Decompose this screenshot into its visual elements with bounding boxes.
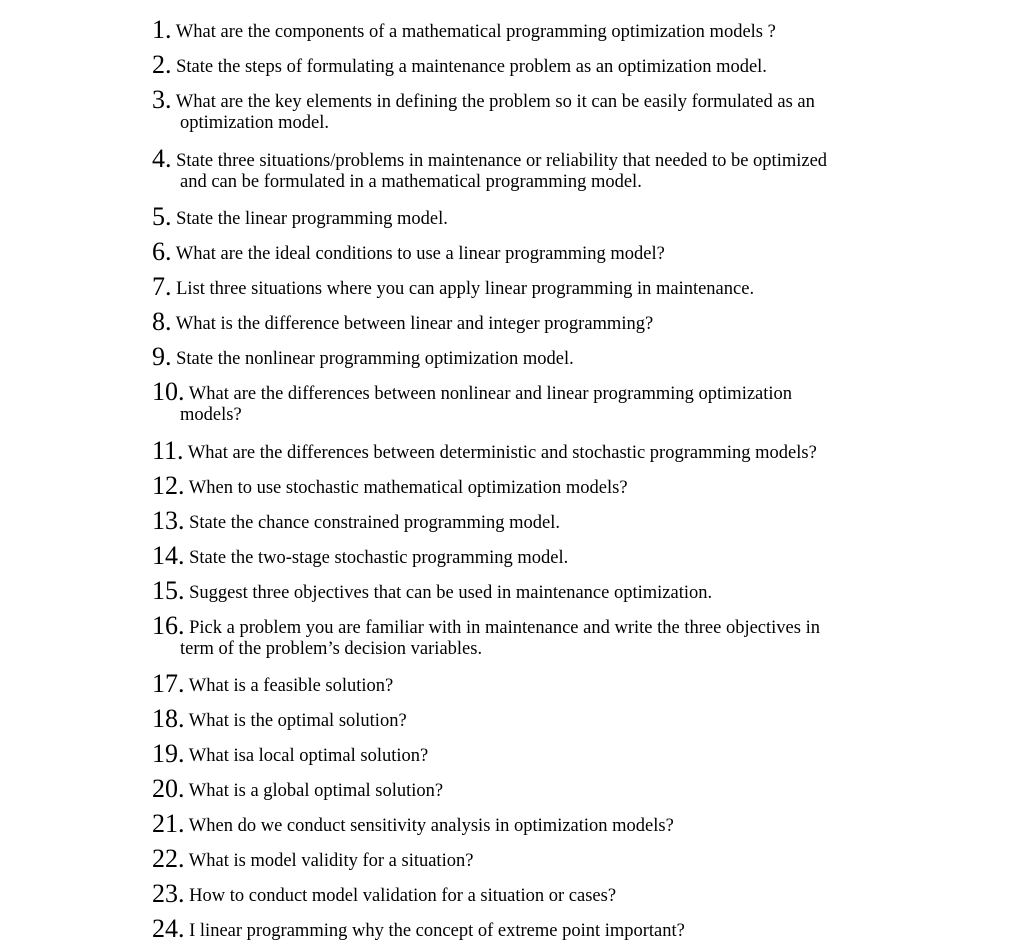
- question-number: 11.: [152, 436, 184, 465]
- question-text: What is the difference between linear and integer programming?: [175, 314, 654, 334]
- question-number: 15.: [152, 576, 185, 605]
- question-text: State the two-stage stochastic programming model.: [189, 548, 569, 568]
- question-item: [152, 471, 892, 500]
- question-text-continued: optimization model.: [180, 113, 330, 133]
- question-text-continued: term of the problem’s decision variables.: [180, 639, 483, 659]
- question-text: State three situations/problems in maintenance or reliability that needed to be optimized: [176, 151, 828, 171]
- question-item: [152, 436, 892, 465]
- question-number: 10.: [152, 377, 185, 406]
- question-text: When to use stochastic mathematical optimization models?: [188, 478, 628, 498]
- question-item: [152, 739, 892, 768]
- question-item: [152, 914, 892, 943]
- question-number: 12.: [152, 471, 185, 500]
- question-item: [152, 576, 892, 605]
- question-item: [152, 202, 892, 231]
- question-number: 20.: [152, 774, 185, 803]
- question-item: [152, 844, 892, 873]
- question-item: [152, 704, 892, 733]
- question-text-continued: models?: [180, 405, 242, 425]
- question-item: [152, 541, 892, 570]
- question-text: What is a global optimal solution?: [188, 781, 444, 801]
- question-number: 21.: [152, 809, 185, 838]
- question-number: 13.: [152, 506, 185, 535]
- question-text: I linear programming why the concept of extreme point important?: [189, 921, 685, 941]
- question-number: 22.: [152, 844, 185, 873]
- question-number: 23.: [152, 879, 185, 908]
- question-item: [152, 50, 892, 79]
- question-number: 3.: [152, 85, 172, 114]
- question-text: How to conduct model validation for a situation or cases?: [189, 886, 617, 906]
- question-number: 5.: [152, 202, 172, 231]
- question-text: Suggest three objectives that can be used in maintenance optimization.: [189, 583, 713, 603]
- question-item: [152, 307, 892, 336]
- question-item: [152, 612, 892, 662]
- question-text: Pick a problem you are familiar with in maintenance and write the three objectives in: [189, 618, 820, 638]
- question-number: 24.: [152, 914, 185, 943]
- question-number: 2.: [152, 50, 172, 79]
- question-text: What are the key elements in defining the problem so it can be easily formulated as an: [175, 92, 815, 112]
- question-item: [152, 669, 892, 698]
- question-number: 16.: [152, 611, 185, 640]
- question-text: What is model validity for a situation?: [188, 851, 474, 871]
- question-text-continued: and can be formulated in a mathematical programming model.: [180, 172, 642, 192]
- question-text: What are the components of a mathematical programming optimization models ?: [175, 22, 776, 42]
- question-number: 7.: [152, 272, 172, 301]
- question-text: State the linear programming model.: [176, 209, 448, 229]
- question-text: What are the ideal conditions to use a linear programming model?: [175, 244, 665, 264]
- question-item: [152, 86, 892, 136]
- question-text: List three situations where you can apply linear programming in maintenance.: [176, 279, 755, 299]
- question-number: 4.: [152, 144, 172, 173]
- question-item: [152, 378, 892, 428]
- question-number: 18.: [152, 704, 185, 733]
- question-number: 14.: [152, 541, 185, 570]
- question-text: When do we conduct sensitivity analysis in optimization models?: [188, 816, 674, 836]
- question-item: [152, 879, 892, 908]
- question-number: 17.: [152, 669, 185, 698]
- question-text: What is the optimal solution?: [188, 711, 407, 731]
- question-number: 9.: [152, 342, 172, 371]
- question-text: What isa local optimal solution?: [188, 746, 429, 766]
- question-number: 8.: [152, 307, 172, 336]
- question-item: [152, 506, 892, 535]
- question-item: [152, 809, 892, 838]
- question-text: What are the differences between nonlinear and linear programming optimization: [188, 384, 793, 404]
- question-text: State the chance constrained programming model.: [189, 513, 561, 533]
- question-number: 19.: [152, 739, 185, 768]
- question-item: [152, 145, 892, 195]
- question-item: [152, 237, 892, 266]
- question-text: State the nonlinear programming optimization model.: [176, 349, 574, 369]
- question-item: [152, 774, 892, 803]
- question-item: [152, 272, 892, 301]
- question-text: What are the differences between deterministic and stochastic programming models?: [187, 443, 817, 463]
- question-number: 1.: [152, 15, 172, 44]
- question-number: 6.: [152, 237, 172, 266]
- question-text: State the steps of formulating a maintenance problem as an optimization model.: [176, 57, 767, 77]
- question-text: What is a feasible solution?: [188, 676, 394, 696]
- question-item: [152, 15, 892, 44]
- question-item: [152, 342, 892, 371]
